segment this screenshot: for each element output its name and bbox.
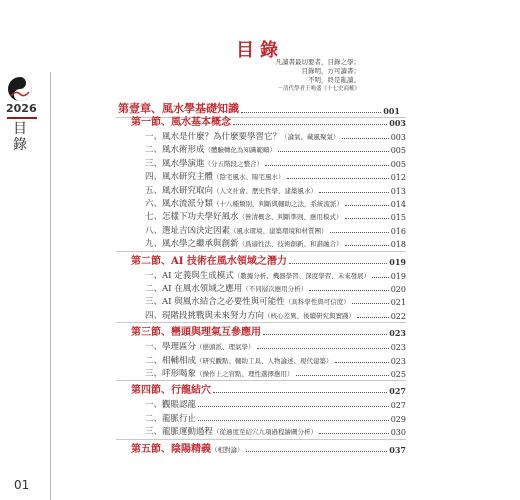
toc-item[interactable]	[145, 366, 406, 379]
item-page: 030	[390, 428, 406, 438]
leader-dots	[330, 232, 389, 233]
item-page: 029	[390, 414, 406, 424]
item-note: （分五階段之整合）	[204, 159, 264, 168]
item-label: 一、觀賬認龍	[145, 400, 197, 411]
leader-dots	[357, 317, 389, 318]
item-label: 一、AI 定義與生成模式（數據分析、機器學習、深度學習、未來發展）	[145, 270, 371, 281]
section-label: 第三節、巒頭與理氣互參應用	[131, 327, 261, 339]
item-label: 四、風水研究主體（陰宅風水、陽宅風水）	[145, 172, 285, 183]
toc-item[interactable]	[145, 169, 406, 182]
item-label: 二、AI 在風水領域之應用（不同層次應用分析）	[145, 284, 308, 294]
chapter-label: 第壹章、風水學基礎知識	[118, 102, 239, 115]
item-note: （爲適性法、技術創新、和諧融合）	[238, 240, 343, 249]
item-label: 二、相輔相成（研究觀點、輔助工具、人物論述、現代建築）	[145, 355, 333, 366]
item-page: 014	[390, 200, 406, 209]
item-page: 020	[390, 285, 406, 294]
toc-item[interactable]	[145, 268, 406, 281]
page-title: 目錄	[236, 40, 284, 61]
item-page: 021	[390, 298, 406, 308]
item-label: 七、怎樣下功夫學好風水（營清概念、判斷準則、應用模式）	[145, 212, 343, 223]
leader-dots	[352, 303, 389, 304]
toc-item[interactable]	[145, 411, 406, 424]
item-note: （營清概念、判斷準則、應用模式）	[238, 213, 343, 222]
item-label: 五、風水研究取向（人文社會、歷史哲學、建築風水）	[145, 185, 318, 196]
section-page: 019	[389, 256, 406, 267]
item-note: （論氣、藏風聚氣）	[281, 133, 340, 141]
item-label: 三、風水學演進（分五階段之整合）	[145, 158, 264, 169]
item-note: （體驗轉化為知識範疇）	[204, 146, 277, 155]
section-page: 037	[389, 444, 406, 455]
item-note: （十八種類別，判斷與輔助之法，系統流派）	[213, 200, 344, 208]
leader-dots	[278, 151, 389, 152]
leader-dots	[198, 406, 389, 407]
item-note: （研究觀點、輔助工具、人物論述、現代建築）	[196, 356, 333, 365]
leader-dots	[257, 348, 389, 349]
page-number: 01	[14, 478, 30, 492]
toc-item[interactable]	[145, 183, 406, 196]
yin-yang-logo-icon	[7, 76, 33, 102]
item-page: 023	[390, 356, 406, 366]
epigraph-source: －清代學者王鳴盛《十七史商榷》	[277, 86, 360, 92]
toc-section[interactable]	[131, 441, 406, 455]
leader-dots	[246, 451, 388, 452]
leader-dots	[296, 375, 389, 376]
leader-dots	[319, 192, 389, 193]
toc-item[interactable]	[145, 308, 406, 321]
item-note: （風水環境、建築環境和材質團）	[230, 226, 328, 235]
item-label: 六、風水流派分類（十八種類別，判斷與輔助之法，系統流派）	[145, 199, 344, 209]
toc-item[interactable]	[145, 223, 406, 236]
leader-dots	[335, 362, 389, 363]
item-label: 三、呼形喝象（操作上之盲點、理性選擇應用）	[145, 369, 294, 379]
toc-section[interactable]	[131, 253, 406, 267]
epigraph-line: 目錄明，方可讀書；	[301, 67, 360, 75]
side-year: 2026	[6, 102, 37, 115]
section-label: 第五節、陰陽精義（相對論）	[131, 443, 244, 455]
item-page: 005	[390, 146, 406, 156]
toc-section[interactable]	[131, 114, 406, 128]
section-label: 第一節、風水基本概念	[131, 117, 231, 128]
item-label: 一、學理區分（巒頭派、理氣學）	[145, 342, 255, 353]
leader-dots	[265, 165, 389, 166]
leader-dots	[319, 433, 389, 434]
leader-dots	[287, 178, 389, 179]
side-accent-bar	[7, 117, 37, 119]
toc-item[interactable]	[145, 142, 406, 155]
chapter-page: 001	[383, 106, 400, 116]
item-label: 二、風水術形成（體驗轉化為知識範疇）	[145, 145, 277, 156]
item-page: 016	[390, 226, 406, 236]
item-label: 一、風水是什麼？為什麼要學習它？（論氣、藏風聚氣）	[145, 132, 340, 142]
toc-item[interactable]	[145, 281, 406, 294]
toc-item[interactable]	[145, 236, 406, 249]
section-page: 027	[389, 386, 406, 397]
item-note: （從過度至結穴九項過程繪圖分析）	[213, 428, 318, 437]
toc-item[interactable]	[145, 129, 406, 142]
item-note: （陰宅風水、陽宅風水）	[213, 173, 285, 182]
section-note: （相對論）	[211, 445, 244, 454]
toc-item[interactable]	[145, 209, 406, 222]
leader-dots	[345, 245, 389, 246]
item-label: 三、AI 與風水結合之必要性與可能性（具科學性與可信度）	[145, 297, 350, 308]
leader-dots	[198, 420, 389, 421]
toc-item[interactable]	[145, 353, 406, 366]
item-note: （核心差異、後續研究與實踐）	[264, 311, 356, 320]
leader-dots	[372, 277, 389, 278]
toc-item[interactable]	[145, 196, 406, 209]
sidebar	[0, 0, 52, 500]
section-label: 第二節、AI 技術在風水領域之潛力	[131, 255, 287, 267]
item-page: 003	[390, 133, 406, 142]
item-note: （具科學性與可信度）	[284, 298, 350, 307]
item-page: 012	[390, 173, 406, 183]
item-note: （操作上之盲點、理性選擇應用）	[196, 370, 294, 378]
leader-dots	[233, 124, 387, 125]
item-label: 二、龍脈行止	[145, 413, 197, 424]
toc-section[interactable]	[131, 382, 406, 396]
item-label: 八、選址吉凶決定因素（風水環境、建築環境和材質團）	[145, 225, 328, 236]
toc-item[interactable]	[145, 424, 406, 437]
item-label: 四、現階段挑戰與未來努力方向（核心差異、後續研究與實踐）	[145, 310, 356, 321]
section-page: 003	[389, 118, 406, 128]
side-divider	[50, 72, 51, 500]
leader-dots	[213, 392, 387, 393]
epigraph-line: 不明，終是亂讀。	[308, 76, 360, 84]
epigraph-line: 凡讀書最切要者，目錄之學；	[275, 58, 360, 66]
toc-item[interactable]	[145, 156, 406, 169]
item-note: （數據分析、機器學習、深度學習、未來發展）	[233, 271, 371, 280]
leader-dots	[241, 112, 381, 113]
side-title: 目錄	[13, 121, 27, 153]
leader-dots	[342, 138, 389, 139]
item-label: 九、風水學之繼承與創新（爲適性法、技術創新、和諧融合）	[145, 239, 343, 250]
item-page: 022	[390, 311, 406, 321]
leader-dots	[263, 334, 387, 335]
leader-dots	[289, 263, 387, 264]
item-note: （人文社會、歷史哲學、建築風水）	[213, 186, 318, 195]
item-page: 027	[390, 401, 406, 411]
item-page: 023	[390, 343, 406, 353]
toc-section[interactable]	[131, 324, 406, 338]
toc-item[interactable]	[145, 294, 406, 307]
leader-dots	[345, 218, 389, 219]
item-label: 三、龍脈運動過程（從過度至結穴九項過程繪圖分析）	[145, 427, 318, 438]
item-page: 018	[390, 240, 406, 250]
item-page: 019	[390, 271, 406, 281]
leader-dots	[309, 290, 389, 291]
item-page: 015	[390, 213, 406, 223]
section-page: 023	[389, 328, 406, 339]
item-note: （巒頭派、理氣學）	[196, 343, 255, 352]
leader-dots	[345, 205, 389, 206]
item-page: 025	[390, 370, 406, 379]
toc-item[interactable]	[145, 339, 406, 352]
item-note: （不同層次應用分析）	[242, 285, 308, 293]
toc-item[interactable]	[145, 397, 406, 410]
section-label: 第四節、行龍結穴	[131, 385, 211, 397]
item-page: 013	[390, 186, 406, 196]
item-page: 005	[390, 159, 406, 169]
